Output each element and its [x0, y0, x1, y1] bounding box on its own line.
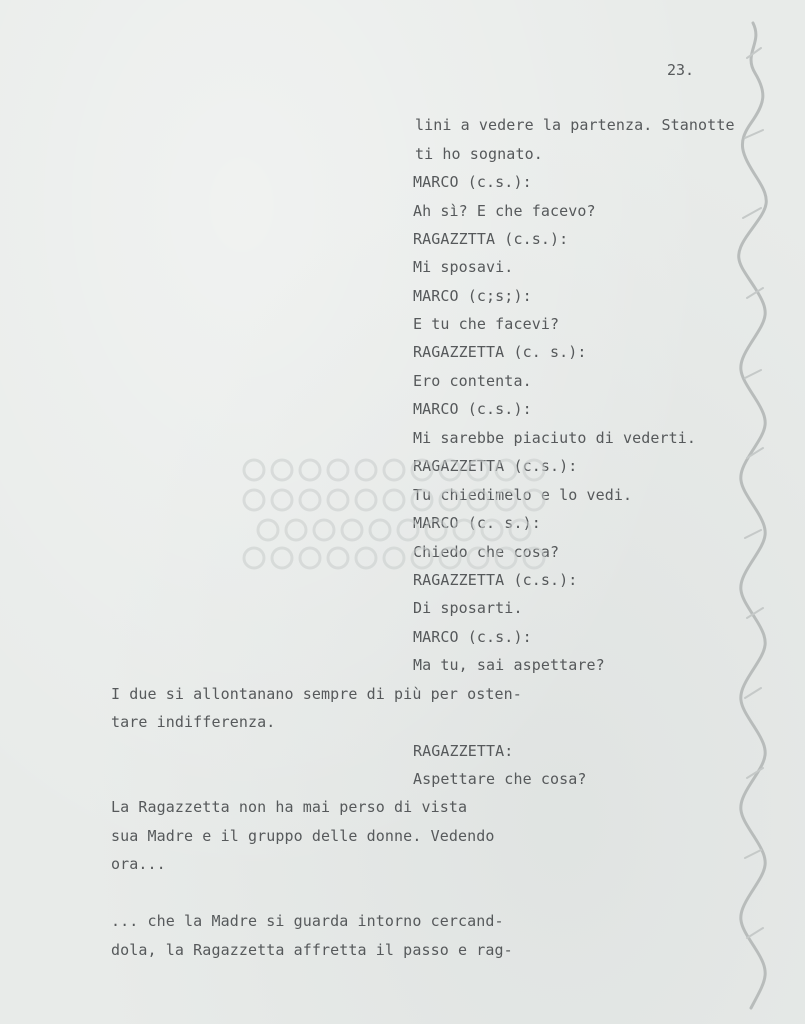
watermark-stamp-icon [232, 452, 562, 577]
stage-direction-line: I due si allontanano sempre di più per osten- [111, 685, 522, 703]
script-line: Di sposarti. [413, 599, 523, 617]
script-line: lini a vedere la partenza. Stanotte [415, 116, 735, 134]
speaker-line: MARCO (c.s.): [413, 400, 532, 418]
speaker-line: RAGAZZETTA: [413, 742, 514, 760]
script-line: Chiedo che cosa? [413, 543, 560, 561]
stage-direction-line: ... che la Madre si guarda intorno cercand- [111, 912, 504, 930]
script-line: Tu chiedimelo e lo vedi. [413, 486, 633, 504]
speaker-line: MARCO (c.s.): [413, 173, 532, 191]
stage-direction-line: ora... [111, 855, 166, 873]
margin-doodle-icon [733, 18, 773, 1013]
script-line: E tu che facevi? [413, 315, 560, 333]
script-line: Ah sì? E che facevo? [413, 202, 596, 220]
script-line: Mi sposavi. [413, 258, 514, 276]
speaker-line: MARCO (c. s.): [413, 514, 541, 532]
stage-direction-line: tare indifferenza. [111, 713, 276, 731]
stage-direction-line: La Ragazzetta non ha mai perso di vista [111, 798, 468, 816]
speaker-line: RAGAZZETTA (c.s.): [413, 571, 578, 589]
stage-direction-line: dola, la Ragazzetta affretta il passo e rag- [111, 941, 513, 959]
speaker-line: RAGAZZETTA (c. s.): [413, 343, 587, 361]
speaker-line: RAGAZZTTA (c.s.): [413, 230, 569, 248]
speaker-line: RAGAZZETTA (c.s.): [413, 457, 578, 475]
script-line: Mi sarebbe piaciuto di vederti. [413, 429, 697, 447]
speaker-line: MARCO (c.s.): [413, 628, 532, 646]
speaker-line: MARCO (c;s;): [413, 287, 532, 305]
page-number: 23. [667, 61, 695, 79]
script-line: Aspettare che cosa? [413, 770, 587, 788]
stage-direction-line: sua Madre e il gruppo delle donne. Vedendo [111, 827, 495, 845]
script-line: ti ho sognato. [415, 145, 543, 163]
script-line: Ma tu, sai aspettare? [413, 656, 605, 674]
script-line: Ero contenta. [413, 372, 532, 390]
